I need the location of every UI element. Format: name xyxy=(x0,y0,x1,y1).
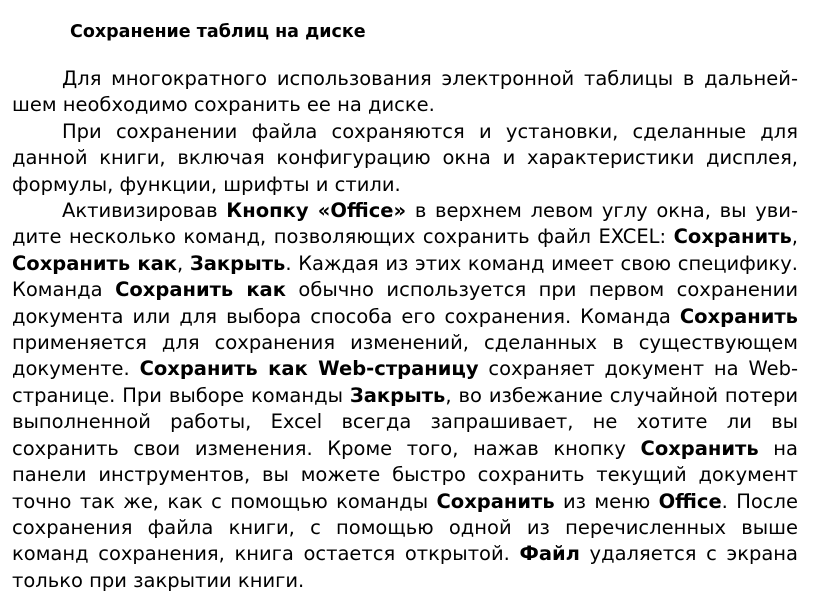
bold-command-text: Сохранить xyxy=(673,225,792,249)
paragraph-text: в верхнем левом углу окна, вы увидите несколько команд, позволяющих сохранить файл EXCEL: xyxy=(12,199,798,249)
bold-command-text: Файл xyxy=(519,542,580,566)
paragraph-2 xyxy=(12,119,798,198)
paragraph-text: При сохранении файла сохраняются и установки, сделанные для данной книги, включая конфигурацию окна и характеристики дисплея, формулы, функции, шрифты и стили. xyxy=(12,119,798,196)
bold-command-text: Сохранить xyxy=(640,436,759,460)
paragraph-text: . Каждая из этих команд имеет свою специфику. Команда xyxy=(12,251,798,302)
paragraph-text: . После сохранения файла книги, с помощью одной из перечисленных выше команд сохранения, книга остается открытой. xyxy=(12,489,798,566)
paragraph-text: удаляется с экрана только при закрытии книги. xyxy=(12,542,798,592)
paragraph-text: , во избежание случайной потери выполненной работы, Excel всегда запрашивает, не хотите ли вы сохранить свои изменения. Кроме того, нажав кнопку xyxy=(12,383,798,460)
paragraph-text: из меню xyxy=(554,489,659,513)
paragraph-text: сохраняет документ на Web-странице. При выборе команды xyxy=(12,357,798,407)
bold-command-text: Закрыть xyxy=(189,251,286,275)
paragraph-text: обычно используется при первом сохранении документа или для выбора способа его сохранения. Команда xyxy=(12,278,798,328)
bold-command-text: Сохранить xyxy=(679,304,798,328)
document-body xyxy=(12,66,798,594)
paragraph-text: на панели инструментов, вы можете быстро сохранить текущий документ точно так же, как с помощью команды xyxy=(12,436,798,513)
page-title: Сохранение таблиц на диске xyxy=(70,22,366,42)
paragraph-text: , xyxy=(177,251,190,275)
bold-command-text: Сохранить как xyxy=(12,251,178,275)
bold-command-text: Кнопку «Office» xyxy=(226,199,407,223)
bold-command-text: Сохранить xyxy=(436,489,555,513)
paragraph-text: Для многократного использования электронной таблицы в дальнейшем необходимо сохранить ее на диске. xyxy=(12,67,798,117)
paragraph-3 xyxy=(12,198,798,594)
bold-command-text: Сохранить как xyxy=(115,278,286,302)
paragraph-text: Активизировав xyxy=(62,199,227,223)
bold-command-text: Office xyxy=(658,489,722,513)
paragraph-text: , xyxy=(791,225,798,249)
bold-command-text: Сохранить как Web-страницу xyxy=(139,357,479,381)
paragraph-text: применяется для сохранения изменений, сделанных в существующем документе. xyxy=(12,331,798,381)
paragraph-1 xyxy=(12,66,798,119)
bold-command-text: Закрыть xyxy=(349,383,446,407)
